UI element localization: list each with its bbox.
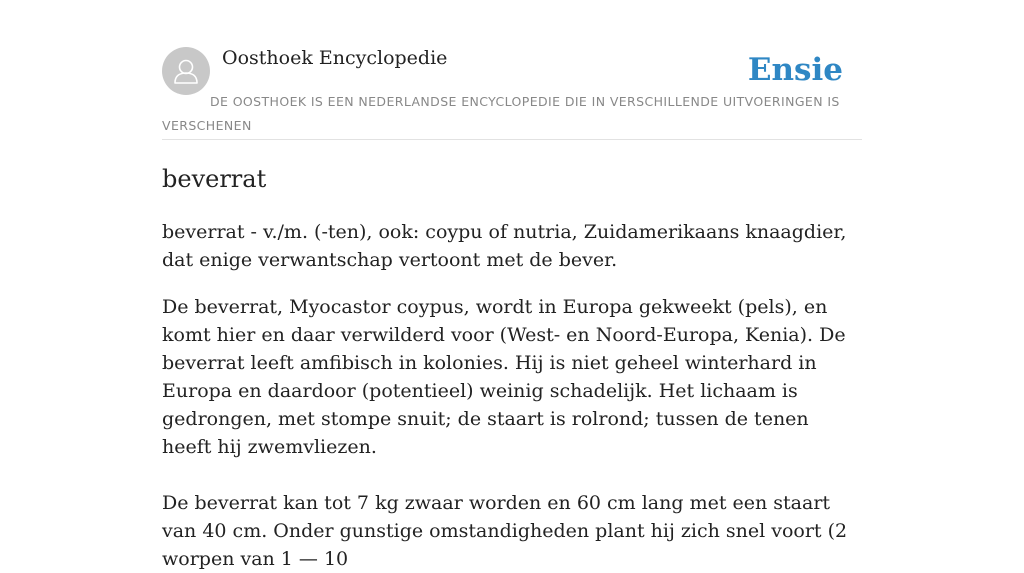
site-name[interactable]: Oosthoek Encyclopedie (222, 47, 448, 69)
user-outline-icon (162, 47, 210, 95)
user-avatar-icon[interactable] (162, 47, 210, 95)
definition-paragraph: beverrat - v./m. (-ten), ook: coypu of nutria, Zuidamerikaans knaagdier, dat enige verwantschap vertoont met de bever. (162, 221, 847, 271)
details-paragraph: De beverrat kan tot 7 kg zwaar worden en 60 cm lang met een staart van 40 cm. Onder gunstige omstandigheden plant hij zich snel voort (2 worpen van 1 — 10 (162, 492, 848, 570)
site-header (162, 0, 862, 140)
entry-title: beverrat (162, 165, 267, 193)
site-tagline: DE OOSTHOEK IS EEN NEDERLANDSE ENCYCLOPEDIE DIE IN VERSCHILLENDE UITVOERINGEN IS VERSCHENEN (162, 94, 840, 133)
ensie-logo-link[interactable]: Ensie (747, 52, 843, 88)
description-paragraph: De beverrat, Myocastor coypus, wordt in Europa gekweekt (pels), en komt hier en daar verwilderd voor (West- en Noord-Europa, Kenia). De beverrat leeft amfibisch in kolonies. Hij is niet geheel winterhard in Europa en daardoor (potentieel) weinig schadelijk. Het lichaam is gedrongen, met stompe snuit; de staart is rolrond; tussen de tenen heeft hij zwemvliezen. (162, 296, 846, 458)
page-container (162, 0, 862, 573)
